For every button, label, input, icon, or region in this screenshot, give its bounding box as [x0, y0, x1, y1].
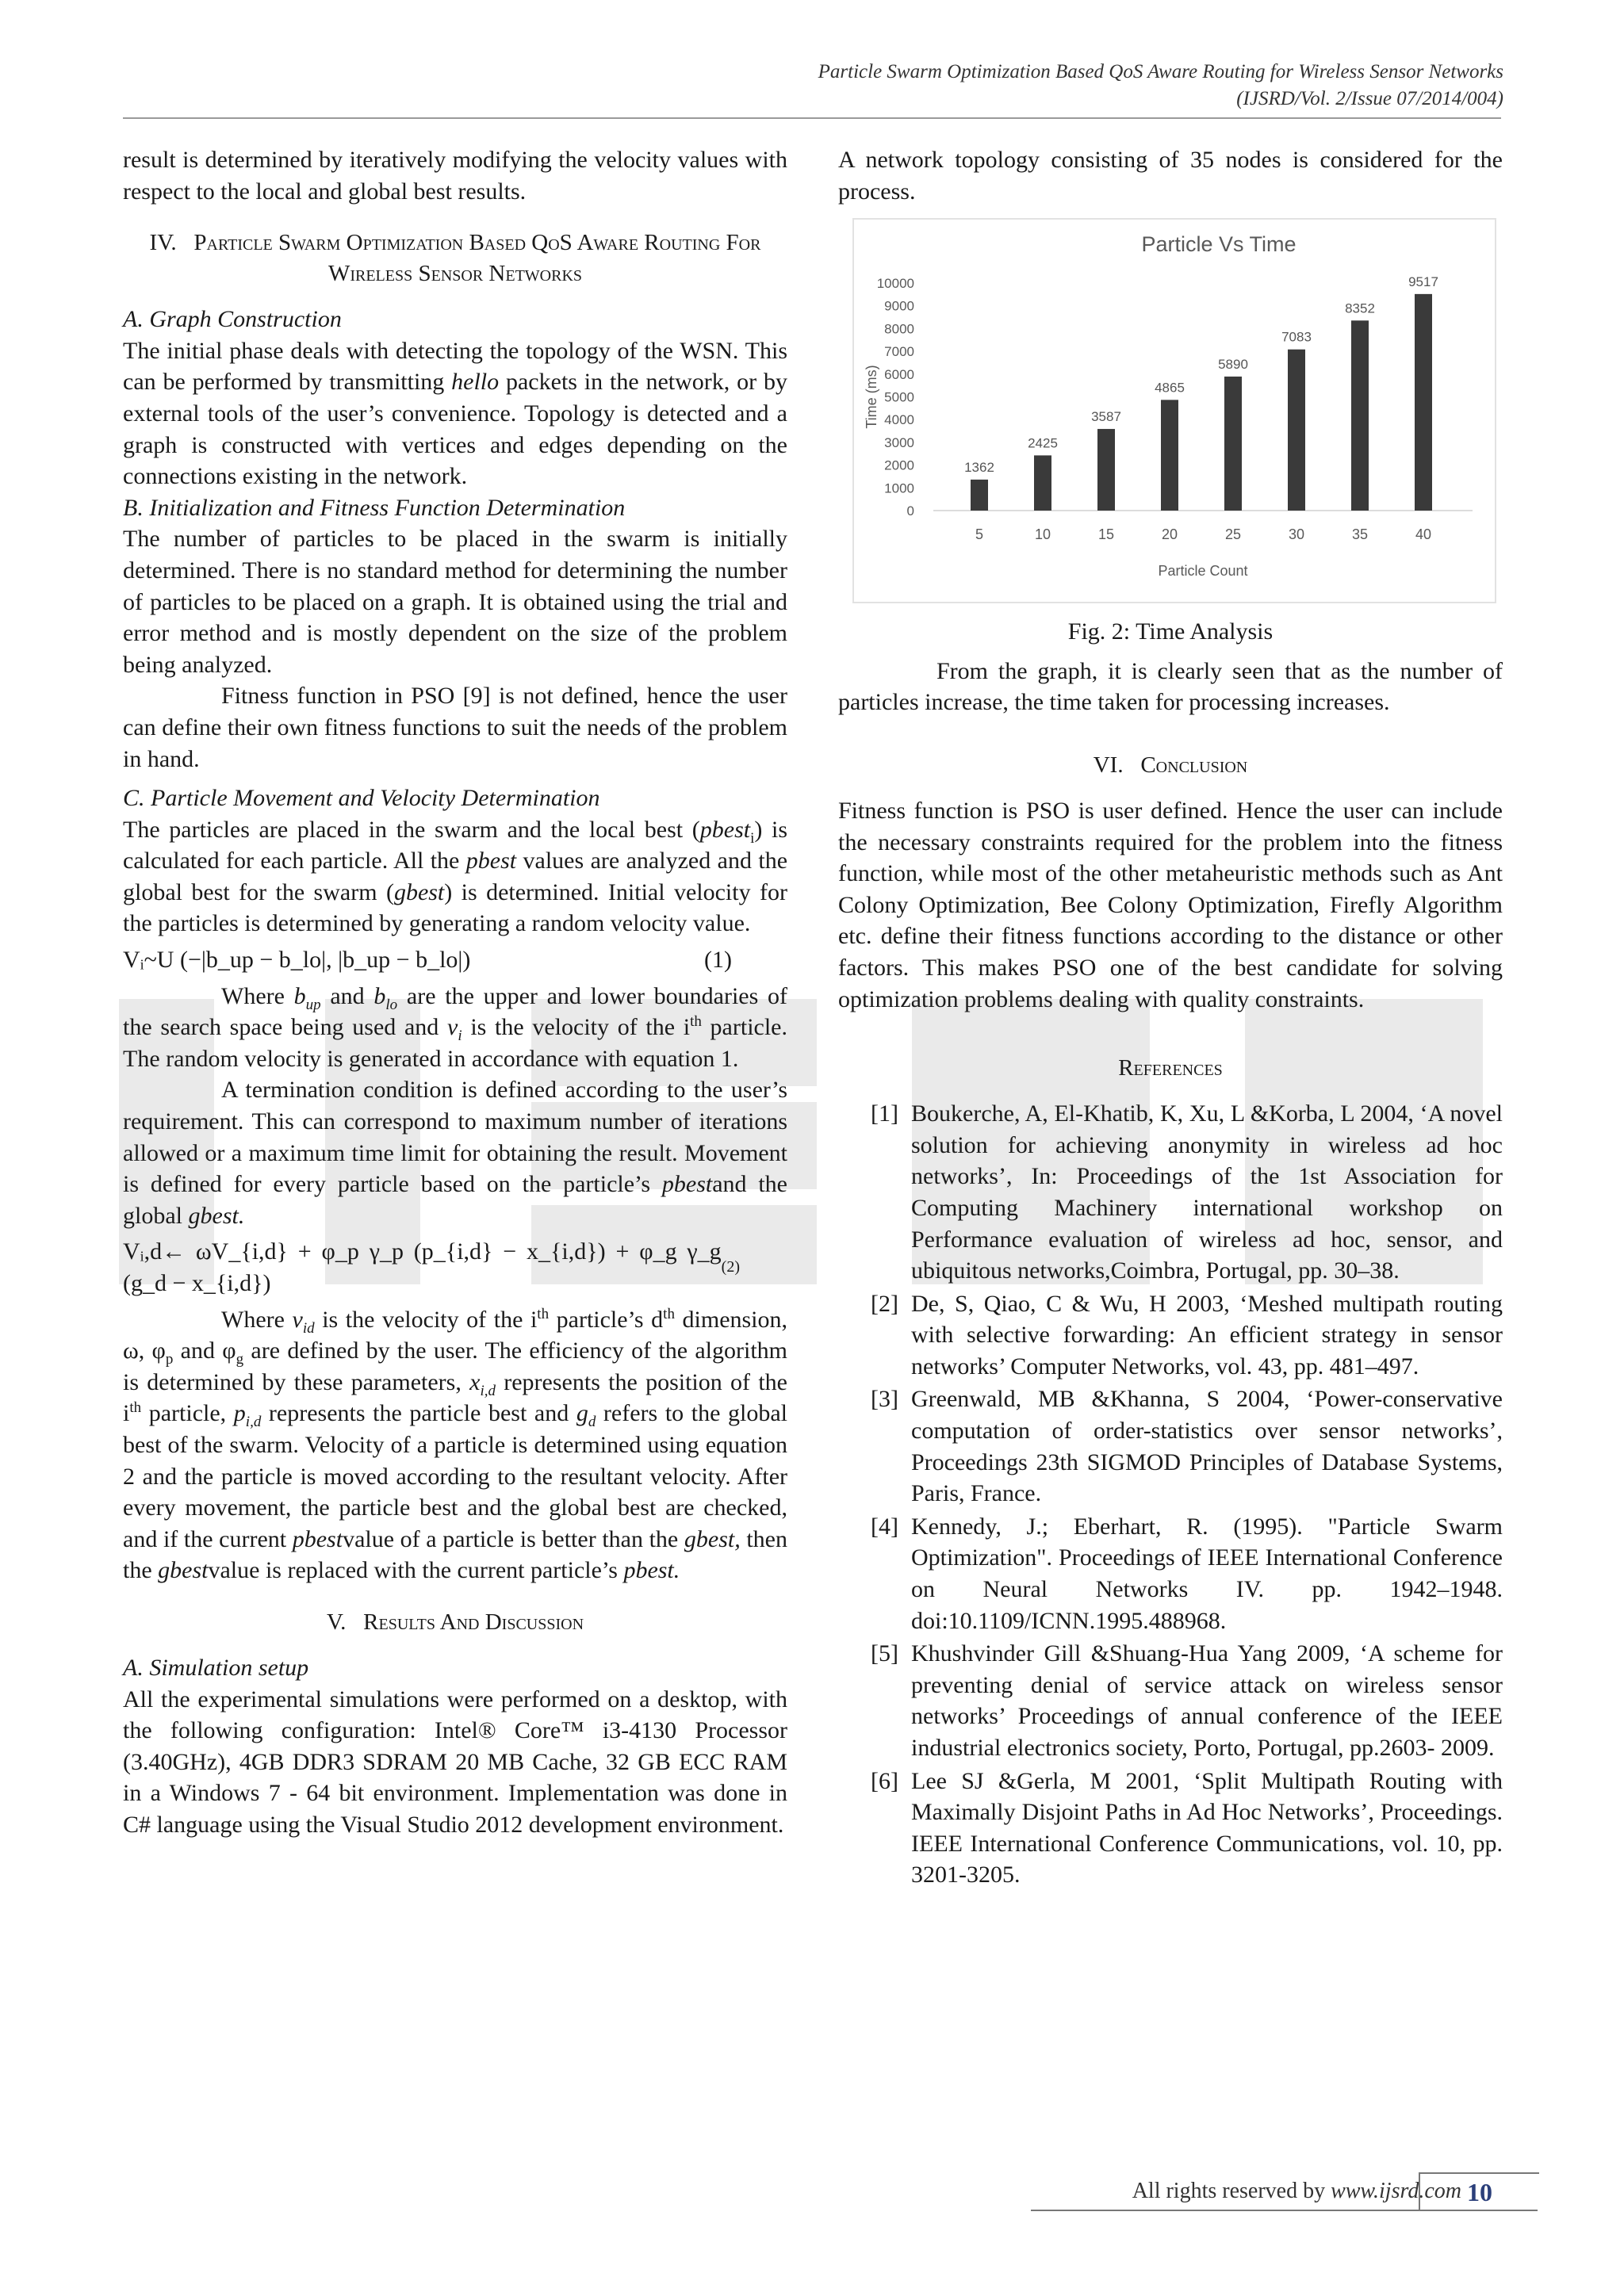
- reference-text: Kennedy, J.; Eberhart, R. (1995). "Particle Swarm Optimization". Proceedings of IEEE International Conference on Neural Networks IV. pp. 1942–1948. doi:10.1109/ICNN.1995.488968.: [911, 1513, 1503, 1634]
- reference-item: [838, 1383, 1503, 1509]
- y-tick-label: 8000: [884, 321, 914, 337]
- footer-rights-text: All rights reserved by: [1132, 2179, 1331, 2203]
- section-vi-heading: [838, 750, 1503, 781]
- bar: [1161, 400, 1178, 511]
- data-label: 1362: [964, 460, 994, 476]
- equation-2-body: Vᵢ,d← ωV_{i,d} + φ_p γ_p (p_{i,d} − x_{i,d}) + φ_g γ_g (g_d − x_{i,d}): [123, 1238, 722, 1296]
- reference-number: [5]: [871, 1640, 898, 1667]
- y-tick-label: 5000: [884, 389, 914, 405]
- figure-2-chart: [852, 218, 1496, 603]
- reference-number: [4]: [871, 1513, 898, 1540]
- subsection-c-paragraph-2: Where $b_{up}$ and $b_{lo}$ are the upper and lower boundaries of the search space being used and $v_i$ is the velocity of the $i^{th}$ particle. The random velocity is generated in accordance with equation 1.: [123, 982, 787, 1072]
- figure-2-caption: Fig. 2: Time Analysis: [1067, 618, 1274, 645]
- reference-number: [3]: [871, 1386, 898, 1413]
- equation-2-number: (2): [721, 1258, 740, 1276]
- section-vi-number: VI.: [1093, 752, 1124, 778]
- bar: [1351, 320, 1369, 511]
- subsection-b-title: B. Initialization and Fitness Function Determination: [123, 494, 626, 521]
- footer-rights: [1132, 2179, 1461, 2204]
- footer-site-link[interactable]: www.ijsrd.com: [1331, 2179, 1461, 2203]
- data-label: 7083: [1281, 329, 1312, 345]
- bar-chart: [854, 220, 1495, 602]
- x-tick-label: 25: [1224, 526, 1242, 543]
- y-tick-label: 10000: [876, 276, 914, 292]
- reference-item: [838, 1288, 1503, 1383]
- subsection-c-paragraph-3: A termination condition is defined according to the user’s requirement. This can correspond to maximum number of iterations allowed or a maximum time limit for obtaining the result. Movement is defined for every particle based on the particle’s pbestand the global gbest.: [123, 1077, 787, 1229]
- equation-1-body: Vᵢ~U (−|b_up − b_lo|, |b_up − b_lo|): [123, 947, 471, 974]
- y-tick-label: 9000: [884, 298, 914, 314]
- figure-discussion: From the graph, it is clearly seen that as the number of particles increase, the time taken for processing increases.: [838, 657, 1503, 716]
- header-title: Particle Swarm Optimization Based QoS Aware Routing for Wireless Sensor Networks: [818, 61, 1503, 82]
- reference-item: [838, 1638, 1503, 1763]
- subsection-a-paragraph: The initial phase deals with detecting the topology of the WSN. This can be performed by transmitting hello packets in the network, or by external tools of the user’s convenience. Topology is detected and a graph is constructed with vertices and edges depending on the connections existing in the network.: [123, 337, 787, 490]
- x-tick-label: 30: [1288, 526, 1305, 543]
- equation-2: [123, 1236, 787, 1299]
- subsection-c-paragraph-1: The particles are placed in the swarm and the local best (pbest$_i$) is calculated for each particle. All the pbest values are analyzed and the global best for the swarm (gbest) is determined. Initial velocity for the particles is determined by generating a random velocity value.: [123, 816, 788, 937]
- y-tick-label: 7000: [884, 344, 914, 360]
- right-column: [838, 144, 1503, 1892]
- left-column: [123, 144, 787, 1841]
- y-axis-label: Time (ms): [864, 365, 879, 429]
- data-label: 3587: [1091, 409, 1121, 425]
- subsection-b-paragraph-2: Fitness function in PSO [9] is not defined, hence the user can define their own fitness functions to suit the needs of the problem in hand.: [123, 683, 787, 772]
- reference-number: [2]: [871, 1290, 898, 1317]
- reference-list: [838, 1098, 1503, 1891]
- bar: [1415, 294, 1432, 511]
- x-tick-label: 5: [975, 526, 984, 543]
- x-tick-label: 35: [1351, 526, 1369, 543]
- reference-text: Lee SJ &Gerla, M 2001, ‘Split Multipath Routing with Maximally Disjoint Paths in Ad Hoc Networks’, Proceedings. IEEE International Conference Communications, vol. 10, pp. 3201-3205.: [911, 1767, 1503, 1888]
- x-tick-label: 40: [1415, 526, 1432, 543]
- reference-text: De, S, Qiao, C & Wu, H 2003, ‘Meshed multipath routing with selective forwarding: An efficient strategy in sensor networks’ Computer Networks, vol. 43, pp. 481–497.: [911, 1290, 1503, 1380]
- subsection-sim-setup-title: A. Simulation setup: [123, 1654, 309, 1681]
- footer-rule: [1031, 2210, 1538, 2211]
- subsection-c-title: C. Particle Movement and Velocity Determination: [123, 785, 600, 812]
- header-rule: [123, 117, 1501, 119]
- subsection-a-title: A. Graph Construction: [123, 306, 342, 333]
- equation-1-number: (1): [704, 947, 732, 974]
- section-v-heading: [123, 1607, 787, 1638]
- right-intro: A network topology consisting of 35 nodes is considered for the process.: [838, 147, 1503, 205]
- header-journal: (IJSRD/Vol. 2/Issue 07/2014/004): [1236, 88, 1503, 109]
- section-iv-number: IV.: [149, 230, 177, 256]
- chart-title: Particle Vs Time: [1141, 232, 1297, 257]
- subsection-b-paragraph-1: The number of particles to be placed in the swarm is initially determined. There is no standard method for determining the number of particles to be placed on a graph. It is obtained using the trial and error method and is mostly dependent on the size of the problem being analyzed.: [123, 526, 787, 678]
- data-label: 5890: [1218, 357, 1248, 373]
- bar: [1288, 350, 1305, 511]
- bar: [1097, 429, 1115, 511]
- page-number: 10: [1419, 2172, 1539, 2210]
- reference-number: [6]: [871, 1767, 898, 1794]
- reference-item: [838, 1098, 1503, 1287]
- subsection-c-paragraph-4: Where $v_{id}$ is the velocity of the $i^{th}$ particle’s $d^{th}$ dimension, ω, $\varphi_p$ and $\varphi_g$ are defined by the user. The efficiency of the algorithm is determined by these parameters, $x_{i,d}$ represents the position of the $i^{th}$ particle, $p_{i,d}$ represents the particle best and $g_d$ refers to the global best of the swarm. Velocity of a particle is determined using equation 2 and the particle is moved according to the resultant velocity. After every movement, the particle best and the global best are checked, and if the current pbestvalue of a particle is better than the gbest, then the gbestvalue is replaced with the current particle’s pbest.: [123, 1305, 788, 1584]
- bar: [1224, 377, 1242, 511]
- y-tick-label: 0: [906, 503, 914, 519]
- references-title: References: [1118, 1055, 1223, 1081]
- y-tick-label: 4000: [884, 412, 914, 428]
- section-v-title: Results And Discussion: [363, 1609, 584, 1635]
- data-label: 4865: [1155, 380, 1185, 396]
- section-iv-heading: [123, 228, 787, 289]
- reference-text: Khushvinder Gill &Shuang-Hua Yang 2009, ‘A scheme for preventing denial of service attack on wireless sensor networks’ Proceedings of annual conference of the IEEE industrial electronics society, Porto, Portugal, pp.2603- 2009.: [911, 1640, 1503, 1761]
- x-tick-label: 10: [1034, 526, 1051, 543]
- section-vi-title: Conclusion: [1140, 752, 1248, 778]
- y-tick-label: 3000: [884, 435, 914, 451]
- reference-item: [838, 1511, 1503, 1636]
- conclusion-paragraph: Fitness function is PSO is user defined. Hence the user can include the necessary constraints required for the problem into the fitness function, while most of the other metaheuristic methods such as Ant Colony Optimization, Bee Colony Optimization, Firefly Algorithm etc. define their fitness functions according to the distance or other factors. This makes PSO one of the best candidate for solving optimization problems dealing with quality constraints.: [838, 797, 1503, 1012]
- x-tick-label: 20: [1161, 526, 1178, 543]
- y-tick-label: 2000: [884, 457, 914, 473]
- data-label: 8352: [1345, 300, 1375, 316]
- reference-item: [838, 1766, 1503, 1891]
- subsection-sim-setup-paragraph: All the experimental simulations were performed on a desktop, with the following configuration: Intel® Core™ i3-4130 Processor (3.40GHz), 4GB DDR3 SDRAM 20 MB Cache, 32 GB ECC RAM in a Windows 7 - 64 bit environment. Implementation was done in C# language using the Visual Studio 2012 development environment.: [123, 1686, 787, 1838]
- reference-number: [1]: [871, 1100, 898, 1127]
- y-tick-label: 1000: [884, 480, 914, 496]
- left-intro: result is determined by iteratively modifying the velocity values with respect to the local and global best results.: [123, 147, 787, 205]
- section-iv-title: Particle Swarm Optimization Based QoS Aware Routing For Wireless Sensor Networks: [193, 230, 761, 287]
- running-header: [818, 59, 1503, 113]
- bar: [971, 480, 988, 511]
- data-label: 2425: [1028, 435, 1058, 451]
- x-axis-label: Particle Count: [1158, 563, 1248, 580]
- bar: [1034, 456, 1051, 511]
- equation-1: [123, 944, 787, 976]
- reference-text: Greenwald, MB &Khanna, S 2004, ‘Power-conservative computation of order-statistics over sensor networks’, Proceedings 23th SIGMOD Principles of Database Systems, Paris, France.: [911, 1386, 1503, 1507]
- reference-text: Boukerche, A, El-Khatib, K, Xu, L &Korba, L 2004, ‘A novel solution for achieving anonymity in wireless ad hoc networks’, In: Proceedings of the 1st Association for Computing Machinery international workshop on Performance evaluation of wireless ad hoc, sensor, and ubiquitous networks,Coimbra, Portugal, pp. 30–38.: [911, 1100, 1503, 1284]
- data-label: 9517: [1408, 274, 1438, 290]
- section-v-number: V.: [326, 1609, 347, 1635]
- x-tick-label: 15: [1097, 526, 1115, 543]
- references-heading: [838, 1053, 1503, 1084]
- y-tick-label: 6000: [884, 366, 914, 382]
